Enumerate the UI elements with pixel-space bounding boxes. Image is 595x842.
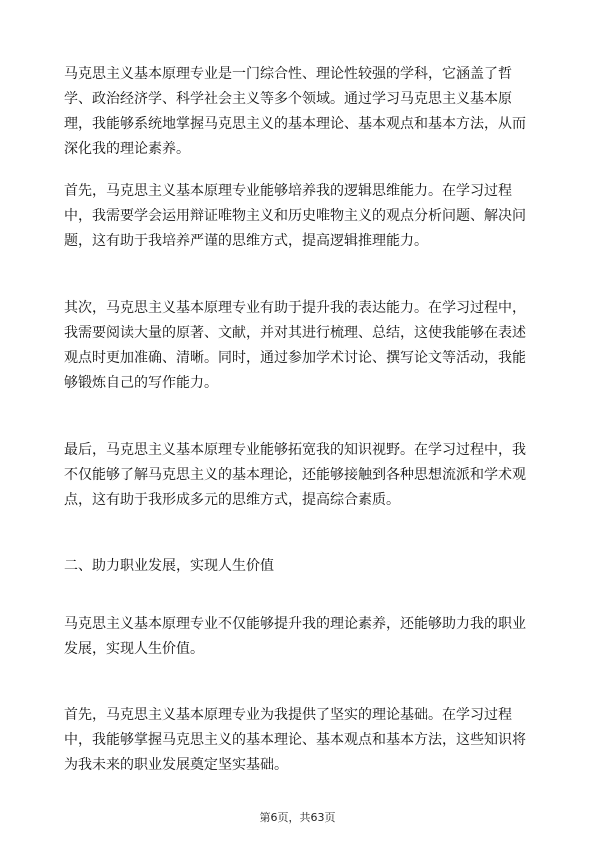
paragraph-2: 首先，马克思主义基本原理专业能够培养我的逻辑思维能力。在学习过程中，我需要学会运用辩证唯物主义和历史唯物主义的观点分析问题、解决问题，这有助于我培养严谨的思维方式，提高逻辑推理能力。 xyxy=(64,183,526,249)
paragraph-4: 最后，马克思主义基本原理专业能够拓宽我的知识视野。在学习过程中，我不仅能够了解马克思主义的基本理论，还能够接触到各种思想流派和学术观点，这有助于我形成多元的思维方式，提高综合素质。 xyxy=(64,442,526,508)
page-number-footer: 第6页，共63页 xyxy=(259,811,336,824)
paragraph-3: 其次，马克思主义基本原理专业有助于提升我的表达能力。在学习过程中，我需要阅读大量的原著、文献，并对其进行梳理、总结，这使我能够在表述观点时更加准确、清晰。同时，通过参加学术讨论、撰写论文等活动，我能够锻炼自己的写作能力。 xyxy=(64,300,526,391)
section-heading: 二、助力职业发展，实现人生价值 xyxy=(64,558,274,574)
paragraph-1: 马克思主义基本原理专业是一门综合性、理论性较强的学科，它涵盖了哲学、政治经济学、科学社会主义等多个领域。通过学习马克思主义基本原理，我能够系统地掌握马克思主义的基本理论、基本观点和基本方法，从而深化我的理论素养。 xyxy=(64,66,526,157)
paragraph-5: 马克思主义基本原理专业不仅能够提升我的理论素养，还能够助力我的职业发展，实现人生价值。 xyxy=(64,616,526,657)
paragraph-6: 首先，马克思主义基本原理专业为我提供了坚实的理论基础。在学习过程中，我能够掌握马克思主义的基本理论、基本观点和基本方法，这些知识将为我未来的职业发展奠定坚实基础。 xyxy=(64,707,526,773)
